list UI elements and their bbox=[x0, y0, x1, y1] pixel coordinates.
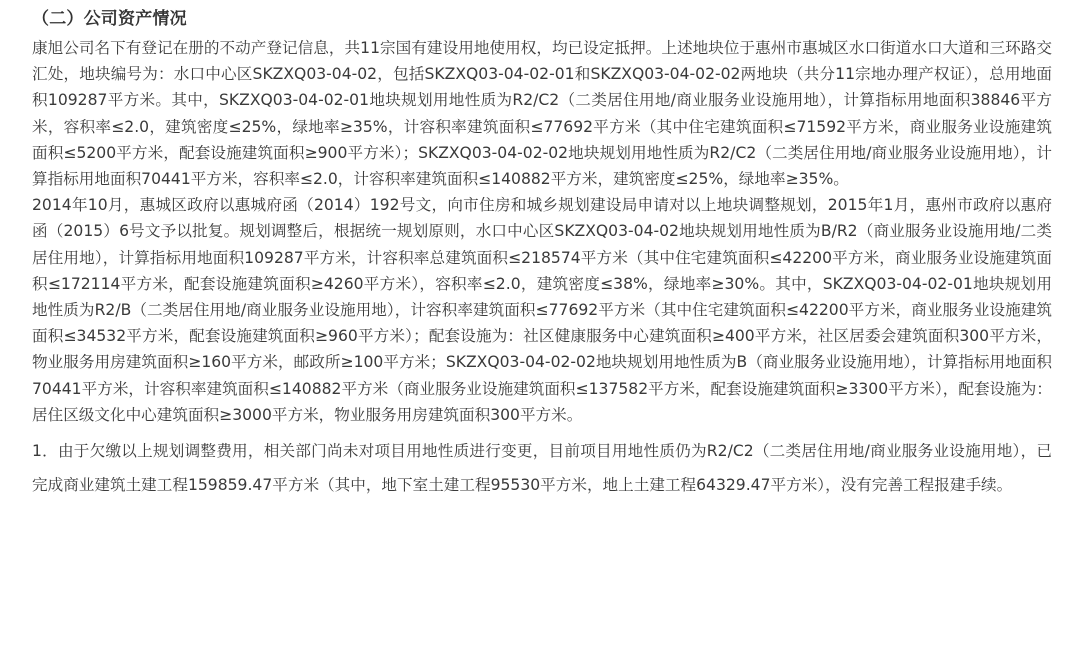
paragraph-planning-adjustment: 2014年10月，惠城区政府以惠城府函（2014）192号文，向市住房和城乡规划建设局申请对以上地块调整规划，2015年1月，惠州市政府以惠府函（2015）6号文予以批复。规划调整后，根据统一规划原则，水口中心区SKZXQ03-04-02地块规划用地性质为B/R2（商业服务业设施用地/二类居住用地），计算指标用地面积109287平方米，计容积率总建筑面积≤218574平方米（其中住宅建筑面积≤42200平方米，商业服务业设施建筑面积≤172114平方米，配套设施建筑面积≥4260平方米），容积率≤2.0，建筑密度≤38%，绿地率≥30%。其中，SKZXQ03-04-02-01地块规划用地性质为R2/B（二类居住用地/商业服务业设施用地），计容积率建筑面积≤77692平方米（其中住宅建筑面积≤42200平方米，商业服务业设施建筑面积≤34532平方米，配套设施建筑面积≥960平方米）；配套设施为：社区健康服务中心建筑面积≥400平方米，社区居委会建筑面积300平方米，物业服务用房建筑面积≥160平方米，邮政所≥100平方米；SKZXQ03-04-02-02地块规划用地性质为B（商业服务业设施用地），计算指标用地面积70441平方米，计容积率建筑面积≤140882平方米（商业服务业设施建筑面积≤137582平方米，配套设施建筑面积≥3300平方米），配套设施为：居住区级文化中心建筑面积≥3000平方米，物业服务用房建筑面积300平方米。 bbox=[32, 196, 1052, 424]
section-heading: （二）公司资产情况 bbox=[32, 9, 187, 29]
paragraph-asset-info: 康旭公司名下有登记在册的不动产登记信息，共11宗国有建设用地使用权，均已设定抵押。上述地块位于惠州市惠城区水口街道水口大道和三环路交汇处，地块编号为：水口中心区SKZXQ03-04-02，包括SKZXQ03-04-02-01和SKZXQ03-04-02-02两地块（共分11宗地办理产权证），总用地面积109287平方米。其中，SKZXQ03-04-02-01地块规划用地性质为R2/C2（二类居住用地/商业服务业设施用地），计算指标用地面积38846平方米，容积率≤2.0，建筑密度≤25%，绿地率≥35%，计容积率建筑面积≤77692平方米（其中住宅建筑面积≤71592平方米，商业服务业设施建筑面积≤5200平方米，配套设施建筑面积≥900平方米）；SKZXQ03-04-02-02地块规划用地性质为R2/C2（二类居住用地/商业服务业设施用地），计算指标用地面积70441平方米，容积率≤2.0，计容积率建筑面积≤140882平方米，建筑密度≤25%，绿地率≥35%。 bbox=[32, 39, 1052, 189]
paragraph-note-1: 1．由于欠缴以上规划调整费用，相关部门尚未对项目用地性质进行变更，目前项目用地性质仍为R2/C2（二类居住用地/商业服务业设施用地），已完成商业建筑土建工程159859.47平方米（其中，地下室土建工程95530平方米，地上土建工程64329.47平方米），没有完善工程报建手续。 bbox=[32, 442, 1052, 495]
